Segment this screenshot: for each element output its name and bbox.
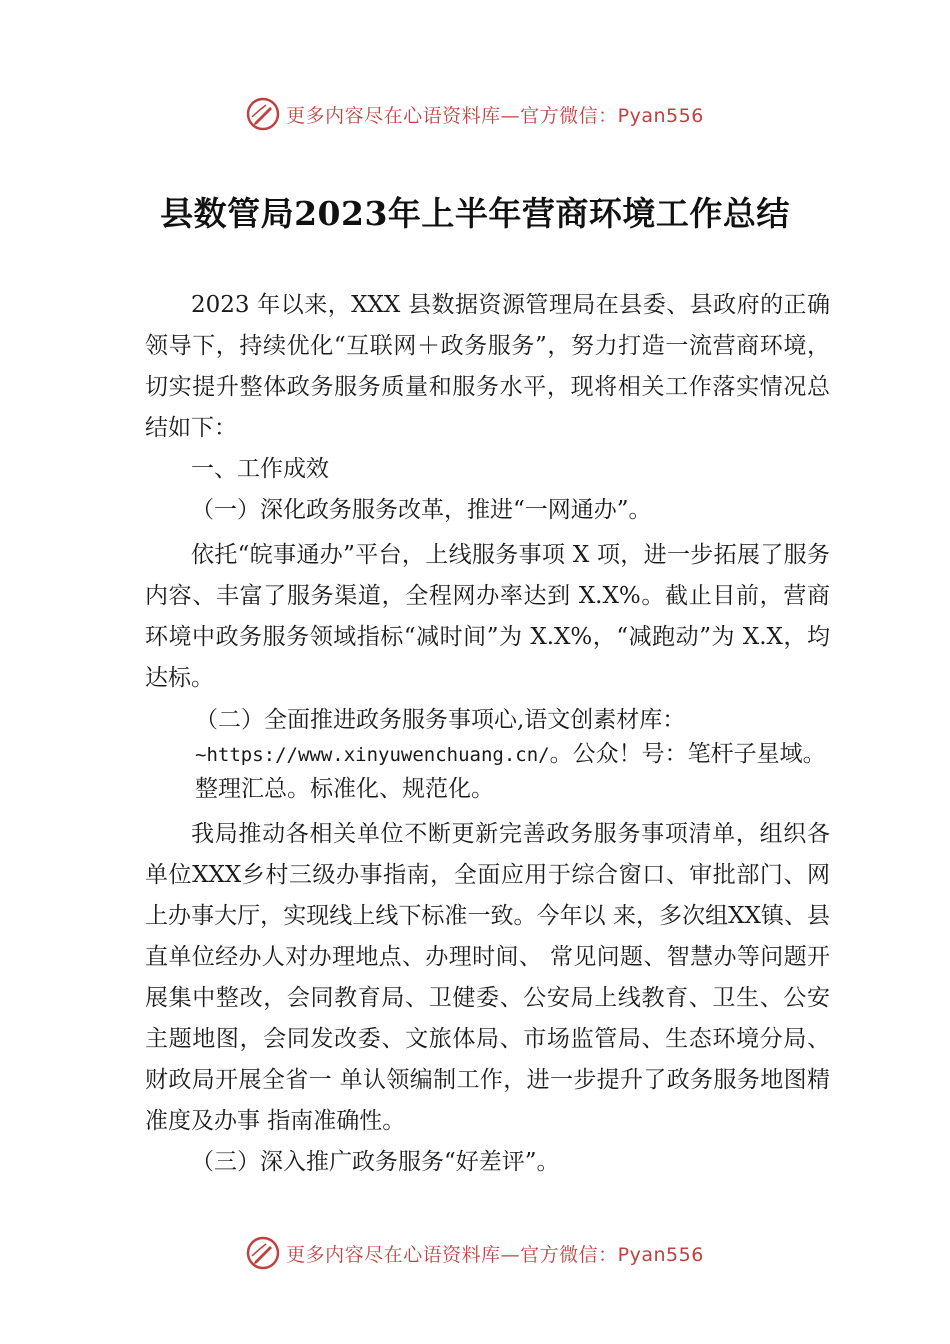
watermark-text: 更多内容尽在心语资料库—官方微信：Pyan556 bbox=[286, 104, 704, 127]
subheading-standardization: （二）全面推进政务服务事项心,语文创素材库：~https://www.xinyuwenchuang.cn/。公众！号：笔杆子星域。整理汇总。标准化、规范化。 bbox=[195, 707, 826, 802]
pen-logo-icon bbox=[246, 97, 280, 131]
document-body bbox=[145, 285, 830, 1183]
section-heading-achievements: 一、工作成效 bbox=[191, 456, 329, 482]
subheading-one-network: （一）深化政务服务改革，推进“一网通办”。 bbox=[191, 497, 652, 523]
intro-paragraph: 2023 年以来，XXX 县数据资源管理局在县委、县政府的正确领导下，持续优化“互联网＋政务服务”，努力打造一流营商环境，切实提升整体政务服务质量和服务水平，现将相关工作落实情况总结如下： bbox=[145, 292, 830, 441]
watermark-footer bbox=[0, 1233, 950, 1273]
watermark-header bbox=[0, 94, 950, 134]
source-url: ~https://www.xinyuwenchuang.cn/ bbox=[195, 744, 550, 766]
pen-logo-icon bbox=[246, 1236, 280, 1270]
subheading-evaluation: （三）深入推广政务服务“好差评”。 bbox=[191, 1149, 560, 1175]
document-title: 县数管局2023年上半年营商环境工作总结 bbox=[160, 194, 790, 233]
watermark-text: 更多内容尽在心语资料库—官方微信：Pyan556 bbox=[286, 1243, 704, 1266]
paragraph-standardization: 我局推动各相关单位不断更新完善政务服务事项清单，组织各单位XXX乡村三级办事指南，全面应用于综合窗口、审批部门、网上办事大厅，实现线上线下标准一致。今年以 来，多次组XX镇、县直单位经办人对办理地点、办理时间、 常见问题、智慧办等问题开展集中整改，会同教育局、卫健委、公安局上线教育、卫生、公安主题地图，会同发改委、文旅体局、市场监管局、生态环境分局、财政局开展全省一 单认领编制工作，进一步提升了政务服务地图精准度及办事 指南准确性。 bbox=[145, 821, 830, 1134]
paragraph-one-network: 依托“皖事通办”平台，上线服务事项 X 项，进一步拓展了服务内容、丰富了服务渠道，全程网办率达到 X.X%。截止目前，营商环境中政务服务领域指标“减时间”为 X.X%，“减跑动”为 X.X，均达标。 bbox=[145, 542, 830, 691]
